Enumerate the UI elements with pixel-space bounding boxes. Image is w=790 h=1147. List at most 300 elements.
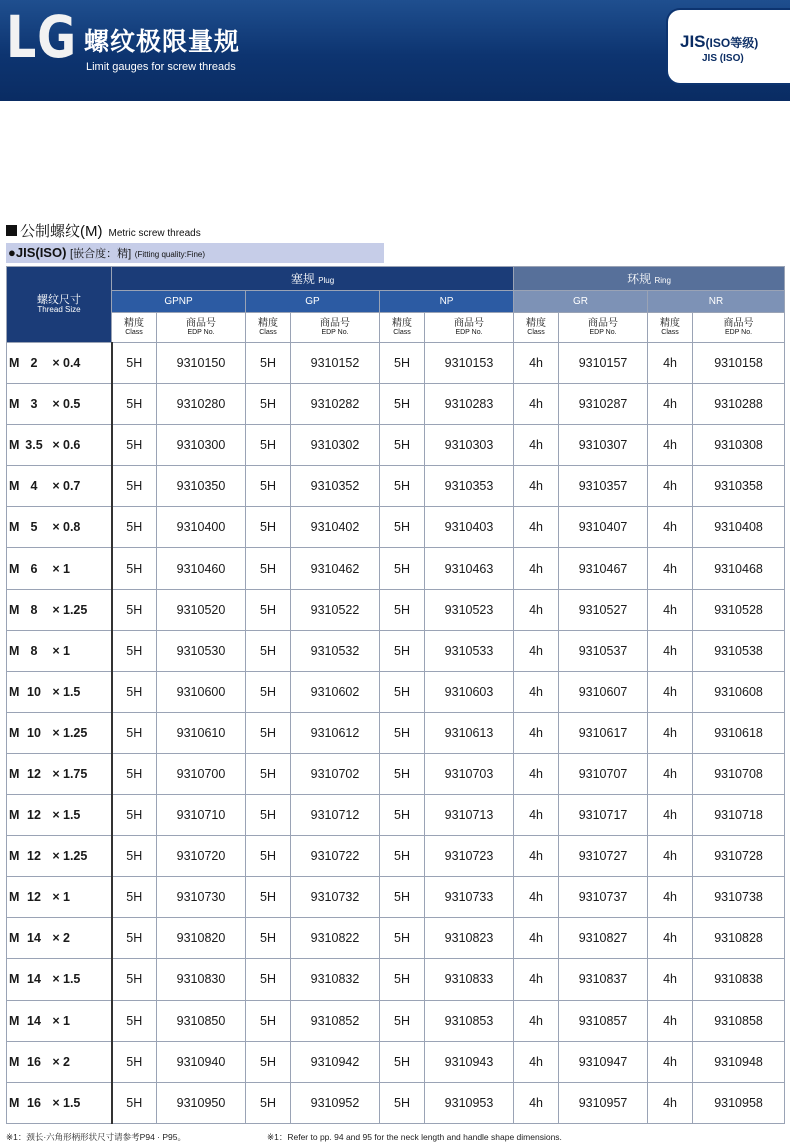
thread-diameter: 6 (30, 561, 38, 576)
class-cell: 5H (246, 877, 291, 918)
edp-number-cell: 9310947 (559, 1041, 648, 1082)
thread-size-cell (7, 959, 112, 1000)
thread-size-cell (7, 630, 112, 671)
class-cell: 5H (380, 959, 425, 1000)
thread-times: × (52, 849, 60, 864)
thread-prefix: M (9, 561, 20, 576)
class-header-en: Class (393, 329, 411, 337)
class-cell: 5H (112, 753, 157, 794)
class-cell: 5H (380, 877, 425, 918)
edp-number-cell: 9310940 (157, 1041, 246, 1082)
plug-header (112, 267, 514, 291)
class-cell: 4h (648, 753, 693, 794)
table-row (7, 466, 785, 507)
thread-diameter: 4 (30, 479, 38, 494)
class-cell: 4h (648, 466, 693, 507)
thread-diameter: 10 (27, 725, 41, 740)
class-cell: 5H (380, 630, 425, 671)
class-column-header (380, 313, 425, 343)
class-cell: 5H (246, 671, 291, 712)
edp-number-cell: 9310462 (291, 548, 380, 589)
class-header-cn: 精度 (258, 317, 278, 329)
fitting-quality-band (6, 243, 384, 263)
edp-number-cell: 9310460 (157, 548, 246, 589)
class-cell: 5H (112, 712, 157, 753)
edp-number-cell: 9310158 (693, 343, 785, 384)
edp-number-cell: 9310287 (559, 384, 648, 425)
edp-header-en: EDP No. (321, 329, 349, 337)
class-cell: 4h (648, 425, 693, 466)
class-cell: 5H (246, 630, 291, 671)
thread-size-cell (7, 753, 112, 794)
class-cell: 5H (380, 507, 425, 548)
edp-number-cell: 9310523 (425, 589, 514, 630)
class-cell: 5H (380, 1000, 425, 1041)
edp-number-cell: 9310722 (291, 836, 380, 877)
class-cell: 5H (112, 466, 157, 507)
edp-number-cell: 9310708 (693, 753, 785, 794)
thread-size-cell (7, 712, 112, 753)
class-column-header (246, 313, 291, 343)
thread-pitch: 1.5 (63, 684, 81, 699)
edp-number-cell: 9310280 (157, 384, 246, 425)
class-cell: 4h (514, 1000, 559, 1041)
ring-header-cn: 环规 (627, 272, 652, 286)
edp-number-cell: 9310533 (425, 630, 514, 671)
class-cell: 4h (514, 836, 559, 877)
plug-header-cn: 塞规 (290, 272, 315, 286)
standard-label (680, 32, 758, 52)
edp-number-cell: 9310467 (559, 548, 648, 589)
class-cell: 4h (514, 712, 559, 753)
class-cell: 5H (246, 384, 291, 425)
thread-pitch: 1 (63, 890, 70, 905)
edp-number-cell: 9310400 (157, 507, 246, 548)
page-header (0, 0, 790, 101)
thread-pitch: 2 (63, 931, 70, 946)
class-cell: 4h (648, 1041, 693, 1082)
group-header-gpnp: GPNP (112, 291, 246, 313)
table-row (7, 1082, 785, 1123)
edp-number-cell: 9310858 (693, 1000, 785, 1041)
edp-number-cell: 9310353 (425, 466, 514, 507)
table-row (7, 877, 785, 918)
edp-column-header (157, 313, 246, 343)
class-cell: 4h (514, 671, 559, 712)
edp-number-cell: 9310727 (559, 836, 648, 877)
class-cell: 5H (112, 795, 157, 836)
class-header-en: Class (527, 329, 545, 337)
class-cell: 5H (246, 548, 291, 589)
edp-header-cn: 商品号 (186, 317, 216, 329)
class-cell: 5H (246, 507, 291, 548)
thread-times: × (52, 890, 60, 905)
class-cell: 4h (648, 959, 693, 1000)
edp-number-cell: 9310468 (693, 548, 785, 589)
thread-pitch: 1.5 (63, 808, 81, 823)
class-cell: 5H (112, 1082, 157, 1123)
edp-number-cell: 9310357 (559, 466, 648, 507)
edp-number-cell: 9310150 (157, 343, 246, 384)
class-header-en: Class (125, 329, 143, 337)
class-cell: 5H (246, 836, 291, 877)
thread-times: × (52, 438, 60, 453)
thread-size-cell (7, 466, 112, 507)
edp-number-cell: 9310520 (157, 589, 246, 630)
thread-prefix: M (9, 890, 20, 905)
thread-diameter: 16 (27, 1054, 41, 1069)
class-cell: 5H (112, 507, 157, 548)
thread-times: × (52, 1013, 60, 1028)
ring-header (514, 267, 785, 291)
edp-number-cell: 9310717 (559, 795, 648, 836)
edp-number-cell: 9310402 (291, 507, 380, 548)
edp-number-cell: 9310463 (425, 548, 514, 589)
class-cell: 5H (112, 589, 157, 630)
edp-number-cell: 9310853 (425, 1000, 514, 1041)
edp-number-cell: 9310702 (291, 753, 380, 794)
class-column-header (648, 313, 693, 343)
edp-number-cell: 9310403 (425, 507, 514, 548)
table-body (7, 343, 785, 1124)
thread-pitch: 1.75 (63, 766, 88, 781)
thread-size-cell (7, 384, 112, 425)
thread-prefix: M (9, 479, 20, 494)
standard-main-text: JIS (680, 32, 706, 51)
edp-number-cell: 9310850 (157, 1000, 246, 1041)
thread-size-cell (7, 589, 112, 630)
class-cell: 4h (514, 425, 559, 466)
thread-size-cell (7, 1000, 112, 1041)
class-cell: 4h (648, 1082, 693, 1123)
class-cell: 5H (380, 1041, 425, 1082)
edp-number-cell: 9310942 (291, 1041, 380, 1082)
edp-number-cell: 9310537 (559, 630, 648, 671)
class-cell: 4h (648, 507, 693, 548)
thread-diameter: 12 (27, 849, 41, 864)
edp-header-cn: 商品号 (588, 317, 619, 329)
class-cell: 4h (514, 918, 559, 959)
thread-pitch: 1.5 (63, 972, 81, 987)
edp-number-cell: 9310300 (157, 425, 246, 466)
thread-size-cell (7, 1041, 112, 1082)
edp-number-cell: 9310527 (559, 589, 648, 630)
thread-diameter: 14 (27, 972, 41, 987)
class-cell: 5H (380, 425, 425, 466)
edp-number-cell: 9310827 (559, 918, 648, 959)
class-header-cn: 精度 (392, 317, 412, 329)
edp-number-cell: 9310953 (425, 1082, 514, 1123)
thread-pitch: 0.5 (63, 397, 81, 412)
class-cell: 4h (514, 548, 559, 589)
class-cell: 4h (648, 343, 693, 384)
edp-number-cell: 9310713 (425, 795, 514, 836)
thread-prefix: M (9, 602, 20, 617)
group-header-gp: GP (246, 291, 380, 313)
edp-number-cell: 9310728 (693, 836, 785, 877)
table-row (7, 959, 785, 1000)
thread-diameter: 12 (27, 808, 41, 823)
edp-number-cell: 9310613 (425, 712, 514, 753)
edp-header-cn: 商品号 (723, 317, 754, 329)
thread-size-cell (7, 795, 112, 836)
thread-prefix: M (9, 356, 20, 371)
thread-pitch: 1.25 (63, 602, 88, 617)
thread-diameter: 16 (27, 1095, 41, 1110)
thread-size-cell (7, 836, 112, 877)
class-header-en: Class (661, 329, 679, 337)
thread-diameter: 3.5 (25, 438, 43, 453)
thread-times: × (52, 479, 60, 494)
class-cell: 5H (380, 918, 425, 959)
edp-number-cell: 9310282 (291, 384, 380, 425)
edp-number-cell: 9310603 (425, 671, 514, 712)
class-cell: 5H (246, 918, 291, 959)
table-row (7, 548, 785, 589)
section-title (6, 220, 201, 241)
class-cell: 4h (514, 466, 559, 507)
edp-header-cn: 商品号 (320, 317, 350, 329)
class-cell: 5H (112, 384, 157, 425)
thread-size-cell (7, 918, 112, 959)
table-row (7, 671, 785, 712)
thread-diameter: 8 (30, 643, 38, 658)
class-cell: 5H (246, 343, 291, 384)
edp-number-cell: 9310408 (693, 507, 785, 548)
edp-number-cell: 9310732 (291, 877, 380, 918)
edp-number-cell: 9310718 (693, 795, 785, 836)
thread-size-cell (7, 507, 112, 548)
edp-number-cell: 9310617 (559, 712, 648, 753)
thread-prefix: M (9, 849, 20, 864)
table-row (7, 1041, 785, 1082)
thread-pitch: 1 (63, 1013, 70, 1028)
class-cell: 5H (380, 836, 425, 877)
class-cell: 5H (380, 384, 425, 425)
thread-times: × (52, 1054, 60, 1069)
thread-prefix: M (9, 1013, 20, 1028)
product-logo: LG (6, 3, 77, 71)
class-cell: 4h (648, 795, 693, 836)
column-header-row (7, 313, 785, 343)
table-row (7, 630, 785, 671)
edp-number-cell: 9310350 (157, 466, 246, 507)
class-cell: 4h (514, 753, 559, 794)
fit-note: [嵌合度：精] (70, 248, 132, 260)
edp-number-cell: 9310157 (559, 343, 648, 384)
thread-size-cell (7, 548, 112, 589)
class-cell: 4h (514, 1082, 559, 1123)
class-cell: 4h (514, 877, 559, 918)
edp-number-cell: 9310733 (425, 877, 514, 918)
thread-times: × (52, 520, 60, 535)
class-cell: 4h (648, 877, 693, 918)
class-cell: 4h (648, 384, 693, 425)
thread-diameter: 14 (27, 931, 41, 946)
thread-pitch: 1.5 (63, 1095, 81, 1110)
edp-number-cell: 9310700 (157, 753, 246, 794)
edp-number-cell: 9310852 (291, 1000, 380, 1041)
class-cell: 5H (246, 959, 291, 1000)
class-cell: 4h (514, 343, 559, 384)
edp-number-cell: 9310730 (157, 877, 246, 918)
thread-pitch: 1.25 (63, 849, 88, 864)
class-cell: 4h (514, 959, 559, 1000)
class-column-header (514, 313, 559, 343)
thread-diameter: 12 (27, 890, 41, 905)
class-cell: 5H (380, 548, 425, 589)
edp-number-cell: 9310152 (291, 343, 380, 384)
edp-number-cell: 9310823 (425, 918, 514, 959)
thread-prefix: M (9, 397, 20, 412)
thread-prefix: M (9, 520, 20, 535)
edp-number-cell: 9310720 (157, 836, 246, 877)
thread-prefix: M (9, 684, 20, 699)
section-title-cn: 公制螺纹(M) (20, 223, 103, 240)
edp-column-header (559, 313, 648, 343)
class-cell: 4h (648, 918, 693, 959)
table-row (7, 1000, 785, 1041)
class-cell: 5H (380, 343, 425, 384)
class-cell: 5H (380, 795, 425, 836)
thread-pitch: 0.4 (63, 356, 81, 371)
class-cell: 5H (246, 589, 291, 630)
class-cell: 5H (246, 1082, 291, 1123)
edp-number-cell: 9310828 (693, 918, 785, 959)
edp-number-cell: 9310838 (693, 959, 785, 1000)
table-row (7, 753, 785, 794)
standard-paren-text: (ISO等级) (705, 36, 759, 50)
table-row (7, 918, 785, 959)
thread-diameter: 10 (27, 684, 41, 699)
edp-header-en: EDP No. (724, 329, 753, 337)
class-cell: 5H (112, 1000, 157, 1041)
group-header-nr: NR (648, 291, 785, 313)
class-cell: 5H (246, 795, 291, 836)
edp-number-cell: 9310943 (425, 1041, 514, 1082)
edp-number-cell: 9310528 (693, 589, 785, 630)
edp-number-cell: 9310618 (693, 712, 785, 753)
class-cell: 4h (648, 630, 693, 671)
thread-diameter: 2 (30, 356, 38, 371)
thread-prefix: M (9, 725, 20, 740)
thread-pitch: 1 (63, 643, 70, 658)
class-cell: 4h (648, 548, 693, 589)
class-cell: 5H (112, 630, 157, 671)
edp-number-cell: 9310153 (425, 343, 514, 384)
edp-number-cell: 9310522 (291, 589, 380, 630)
edp-number-cell: 9310302 (291, 425, 380, 466)
class-cell: 4h (514, 507, 559, 548)
edp-number-cell: 9310303 (425, 425, 514, 466)
fit-label: ●JIS(ISO) (8, 245, 67, 260)
class-cell: 5H (112, 959, 157, 1000)
edp-number-cell: 9310737 (559, 877, 648, 918)
thread-times: × (52, 397, 60, 412)
thread-diameter: 5 (30, 520, 38, 535)
thread-size-cell (7, 671, 112, 712)
edp-header-en: EDP No. (455, 329, 483, 337)
edp-header-cn: 商品号 (454, 317, 485, 329)
class-cell: 5H (112, 548, 157, 589)
plug-header-en: Plug (318, 276, 335, 285)
section-title-en: Metric screw threads (108, 228, 201, 239)
edp-number-cell: 9310738 (693, 877, 785, 918)
thread-prefix: M (9, 931, 20, 946)
class-cell: 5H (380, 753, 425, 794)
class-cell: 5H (112, 836, 157, 877)
table-row (7, 384, 785, 425)
class-header-cn: 精度 (124, 317, 144, 329)
thread-times: × (52, 931, 60, 946)
thread-size-cell (7, 425, 112, 466)
thread-pitch: 0.6 (63, 438, 81, 453)
class-cell: 5H (112, 918, 157, 959)
edp-number-cell: 9310532 (291, 630, 380, 671)
edp-number-cell: 9310703 (425, 753, 514, 794)
thread-pitch: 2 (63, 1054, 70, 1069)
fit-note-en: (Fitting quality:Fine) (134, 250, 206, 259)
thread-diameter: 12 (27, 766, 41, 781)
class-cell: 4h (648, 836, 693, 877)
thread-times: × (52, 766, 60, 781)
edp-number-cell: 9310607 (559, 671, 648, 712)
edp-column-header (693, 313, 785, 343)
thread-pitch: 0.8 (63, 520, 81, 535)
class-cell: 4h (514, 384, 559, 425)
class-cell: 5H (246, 466, 291, 507)
page-title: 螺纹极限量规 (84, 27, 241, 56)
thread-pitch: 1 (63, 561, 70, 576)
page-subtitle: Limit gauges for screw threads (86, 61, 236, 73)
edp-number-cell: 9310608 (693, 671, 785, 712)
edp-number-cell: 9310288 (693, 384, 785, 425)
class-cell: 5H (112, 1041, 157, 1082)
thread-prefix: M (9, 438, 20, 453)
class-cell: 5H (246, 425, 291, 466)
thread-times: × (52, 561, 60, 576)
class-cell: 5H (112, 877, 157, 918)
edp-number-cell: 9310352 (291, 466, 380, 507)
ring-header-en: Ring (654, 276, 671, 285)
group-header-np: NP (380, 291, 514, 313)
thread-size-header-en: Thread Size (37, 305, 81, 315)
thread-times: × (52, 808, 60, 823)
class-cell: 4h (648, 712, 693, 753)
class-header-cn: 精度 (526, 317, 547, 329)
edp-header-en: EDP No. (187, 329, 215, 337)
table-row (7, 836, 785, 877)
edp-number-cell: 9310358 (693, 466, 785, 507)
thread-times: × (52, 602, 60, 617)
class-cell: 5H (246, 1000, 291, 1041)
class-cell: 4h (648, 671, 693, 712)
thread-prefix: M (9, 1054, 20, 1069)
class-cell: 5H (246, 753, 291, 794)
edp-column-header (425, 313, 514, 343)
table-row (7, 712, 785, 753)
thread-prefix: M (9, 1095, 20, 1110)
class-cell: 5H (380, 466, 425, 507)
edp-number-cell: 9310822 (291, 918, 380, 959)
edp-number-cell: 9310612 (291, 712, 380, 753)
thread-size-cell (7, 1082, 112, 1123)
class-cell: 4h (514, 630, 559, 671)
group-header-gr: GR (514, 291, 648, 313)
class-cell: 5H (112, 671, 157, 712)
edp-number-cell: 9310600 (157, 671, 246, 712)
class-cell: 5H (112, 343, 157, 384)
